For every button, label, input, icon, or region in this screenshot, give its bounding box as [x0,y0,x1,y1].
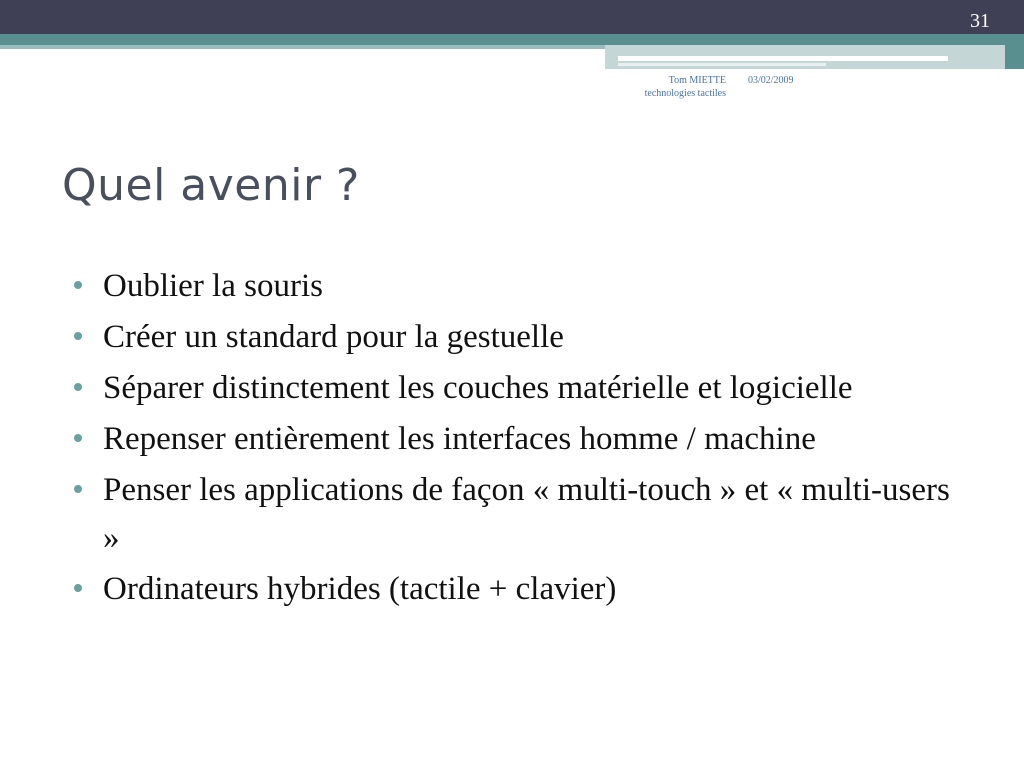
footer-author: Tom MIETTE [668,75,726,86]
bullet-item [74,415,974,463]
bullet-dot-icon [74,332,82,340]
header-teal-band [0,34,1024,45]
bullet-item [74,364,974,412]
bullet-text: Oublier la souris [103,268,323,304]
bullet-item [74,565,974,613]
header-right-stripe-thin [618,63,826,66]
bullet-dot-icon [74,485,82,493]
bullet-item [74,466,974,562]
bullet-text: Créer un standard pour la gestuelle [103,319,564,355]
footer-topic: technologies tactiles [644,88,726,99]
header-right-stripe [618,56,948,61]
bullet-item [74,262,974,310]
slide-title: Quel avenir ? [62,160,360,211]
header-light-band [0,45,605,49]
header-dark-band [0,0,1024,34]
bullet-text: Séparer distinctement les couches matérielle et logicielle [103,370,853,406]
header-right-edge [1005,34,1024,69]
bullet-dot-icon [74,584,82,592]
bullet-dot-icon [74,434,82,442]
bullet-dot-icon [74,281,82,289]
bullet-text: Penser les applications de façon « multi-touch » et « multi-users » [103,472,950,556]
footer-date: 03/02/2009 [748,75,794,86]
bullet-dot-icon [74,383,82,391]
page-number: 31 [970,10,990,32]
bullet-list [74,262,974,616]
bullet-text: Ordinateurs hybrides (tactile + clavier) [103,571,617,607]
bullet-text: Repenser entièrement les interfaces homme / machine [103,421,816,457]
bullet-item [74,313,974,361]
